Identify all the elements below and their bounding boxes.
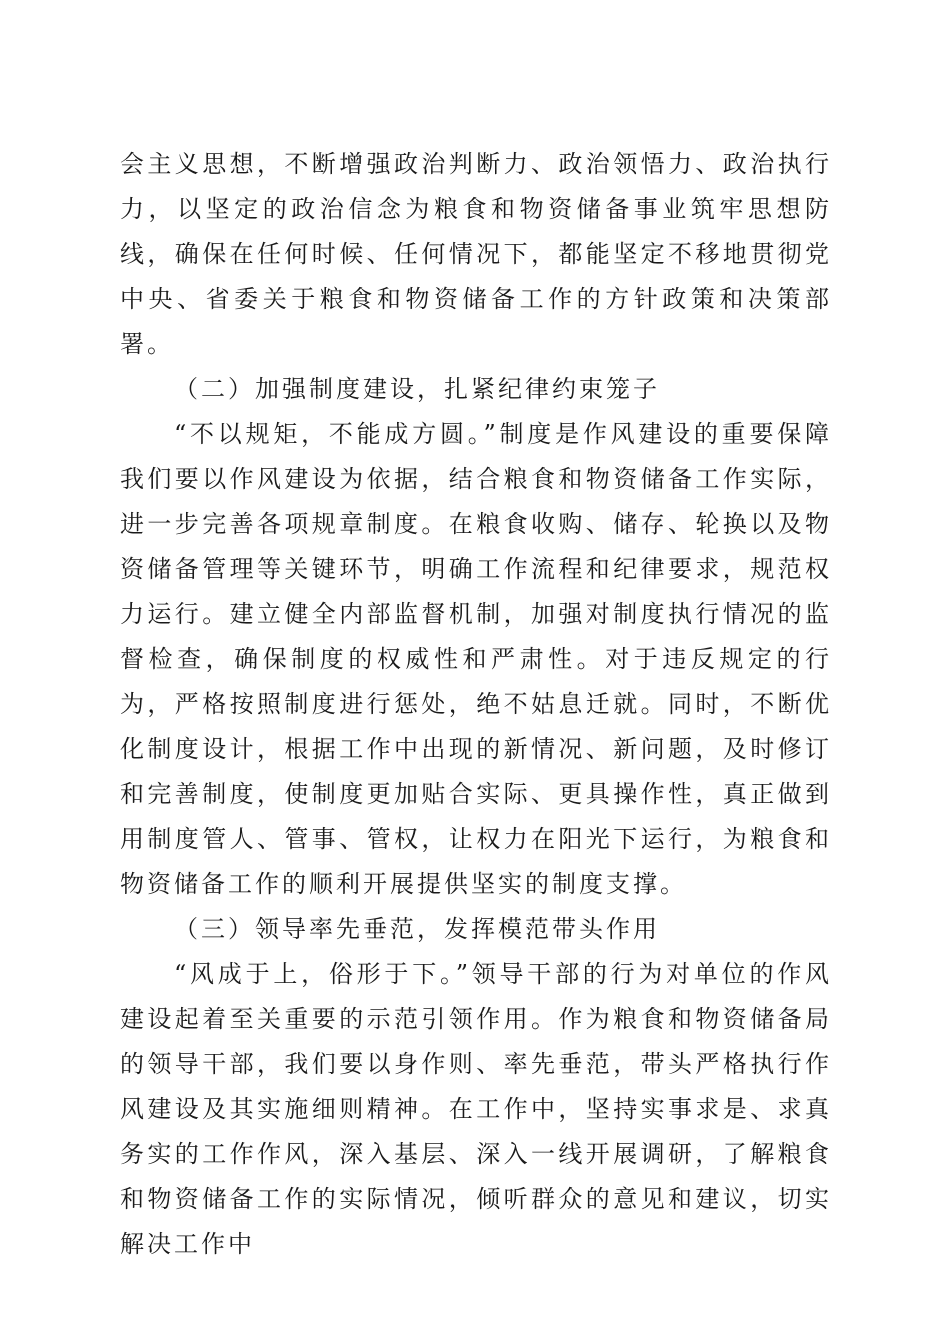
section-2-heading: （二）加强制度建设，扎紧纪律约束笼子 <box>174 375 660 403</box>
section-2-paragraph: “不以规矩，不能成方圆。”制度是作风建设的重要保障我们要以作风建设为依据，结合粮食和物资储备工作实际，进一步完善各项规章制度。在粮食收购、储存、轮换以及物资储备管理等关键环节，明确工作流程和纪律要求，规范权力运行。建立健全内部监督机制，加强对制度执行情况的监督检查，确保制度的权威性和严肃性。对于违反规定的行为，严格按照制度进行惩处，绝不姑息迁就。同时，不断优化制度设计，根据工作中出现的新情况、新问题，及时修订和完善制度，使制度更加贴合实际、更具操作性，真正做到用制度管人、管事、管权，让权力在阳光下运行，为粮食和物资储备工作的顺利开展提供坚实的制度支撑。 <box>120 420 832 898</box>
section-3-paragraph: “风成于上，俗形于下。”领导干部的行为对单位的作风建设起着至关重要的示范引领作用。作为粮食和物资储备局的领导干部，我们要以身作则、率先垂范，带头严格执行作风建设及其实施细则精神。在工作中，坚持实事求是、求真务实的工作作风，深入基层、深入一线开展调研，了解粮食和物资储备工作的实际情况，倾听群众的意见和建议，切实解决工作中 <box>120 960 832 1258</box>
section-3-heading: （三）领导率先垂范，发挥模范带头作用 <box>174 915 660 943</box>
continuation-paragraph: 会主义思想，不断增强政治判断力、政治领悟力、政治执行力，以坚定的政治信念为粮食和物资储备事业筑牢思想防线，确保在任何时候、任何情况下，都能坚定不移地贯彻党中央、省委关于粮食和物资储备工作的方针政策和决策部署。 <box>120 150 832 358</box>
document-page <box>120 142 832 1267</box>
